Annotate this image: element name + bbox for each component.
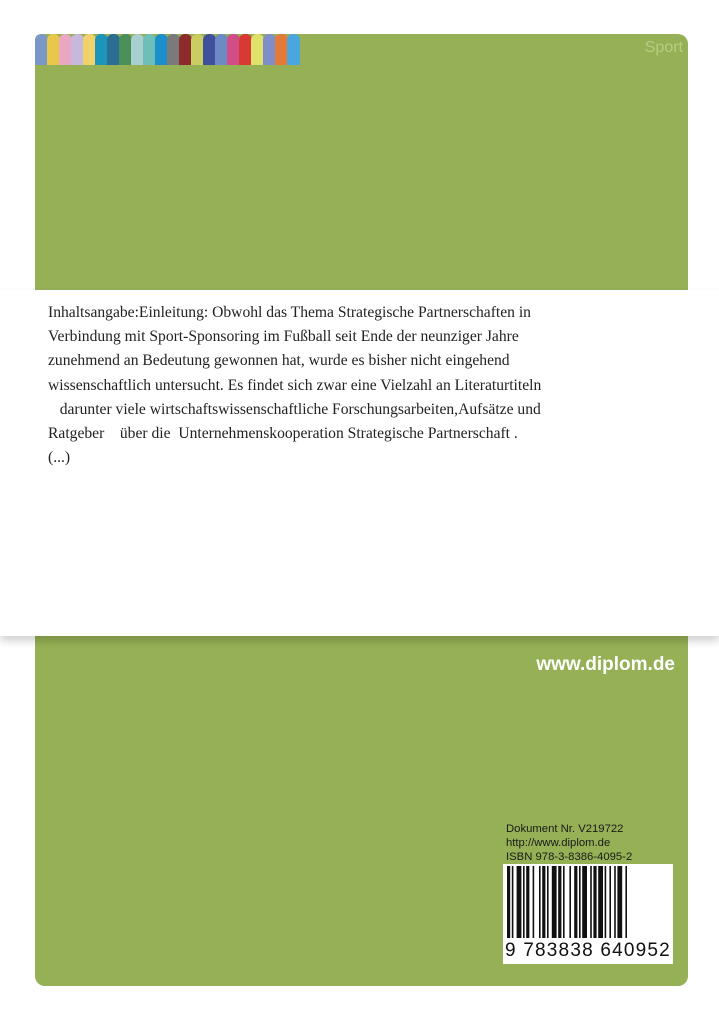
barcode-bar bbox=[542, 866, 545, 938]
blurb-text: Inhaltsangabe:Einleitung: Obwohl das Thema Strategische Partnerschaften in Verbindung mit Sport-Sponsoring im Fußball seit Ende der neunziger Jahre zunehmend an Bedeutung gewonnen hat, wurde es bisher nicht eingehend wissenschaftlich untersucht. Es findet sich zwar eine Vielzahl an Literaturtiteln darunter viele wirtschaftswissenschaftliche Forschungsarbeiten,Aufsätze und Ratgeber über die Unternehmenskooperation Strategische Partnerschaft . (...) bbox=[48, 304, 542, 467]
barcode-bar bbox=[625, 866, 627, 938]
color-tab-strip bbox=[35, 34, 299, 65]
barcode-bar bbox=[609, 866, 611, 938]
barcode-bar bbox=[526, 866, 529, 938]
barcode-bar bbox=[552, 866, 557, 938]
document-url: http://www.diplom.de bbox=[506, 837, 611, 849]
barcode-bar bbox=[582, 866, 587, 938]
barcode-bar bbox=[517, 866, 522, 938]
cover-top-panel bbox=[35, 34, 688, 290]
barcode-bar bbox=[523, 866, 525, 938]
barcode-bar bbox=[563, 866, 565, 938]
barcode-bar bbox=[579, 866, 581, 938]
barcode-bar bbox=[533, 866, 535, 938]
barcode-bar bbox=[512, 866, 514, 938]
barcode-bar bbox=[617, 866, 622, 938]
barcode-bar bbox=[614, 866, 616, 938]
document-meta bbox=[506, 822, 632, 864]
color-tab bbox=[287, 34, 300, 65]
barcode-digits: 9 783838 640952 bbox=[505, 940, 671, 961]
document-number: Dokument Nr. V219722 bbox=[506, 823, 624, 835]
barcode-bar bbox=[558, 866, 561, 938]
barcode-bar bbox=[605, 866, 607, 938]
isbn: ISBN 978-3-8386-4095-2 bbox=[506, 851, 633, 863]
barcode-bar bbox=[539, 866, 541, 938]
barcode-bar bbox=[569, 866, 571, 938]
barcode-bar bbox=[593, 866, 596, 938]
barcode-bar bbox=[574, 866, 577, 938]
barcode-bar bbox=[507, 866, 510, 938]
series-label: Sport bbox=[644, 39, 683, 56]
publisher-website: www.diplom.de bbox=[536, 654, 675, 675]
barcode-bar bbox=[590, 866, 592, 938]
barcode bbox=[503, 864, 673, 964]
barcode-bar bbox=[547, 866, 549, 938]
barcode-bar bbox=[598, 866, 603, 938]
